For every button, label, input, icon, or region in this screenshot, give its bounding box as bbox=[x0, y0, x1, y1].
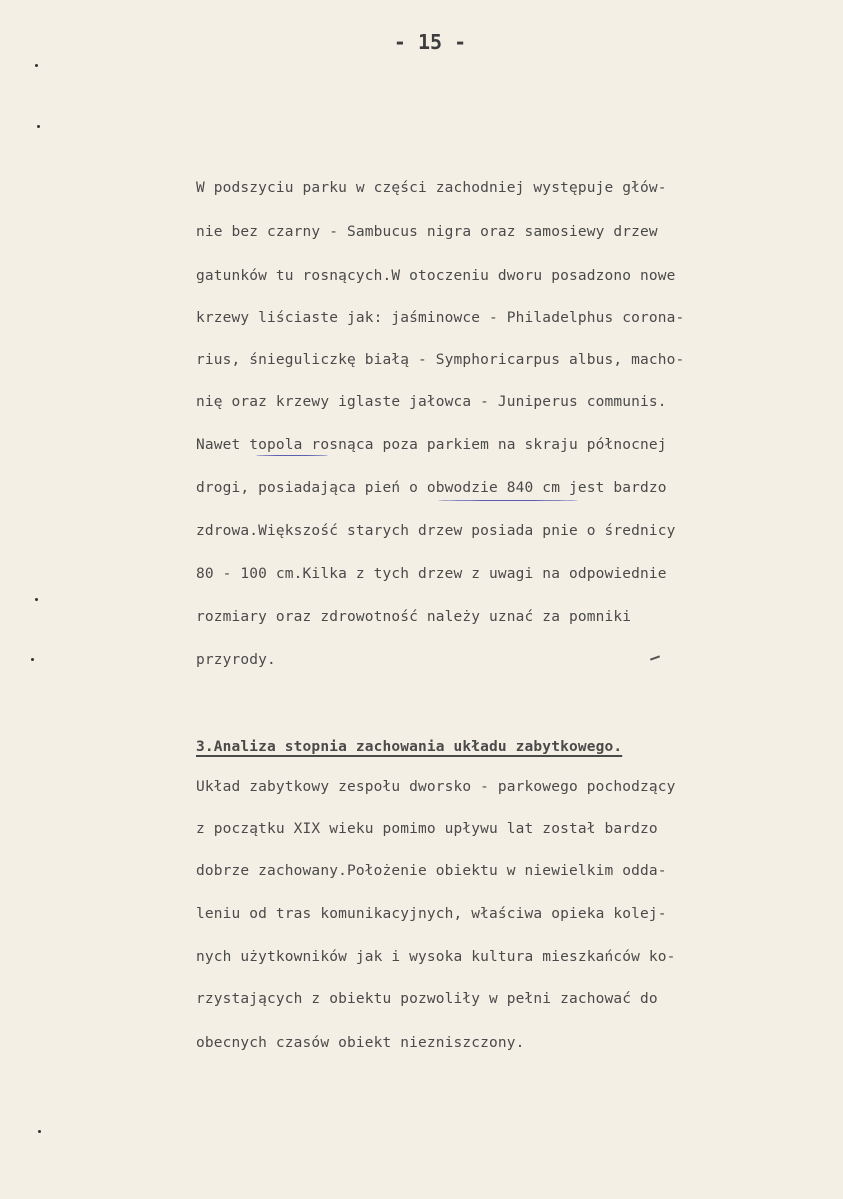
margin-dot bbox=[38, 1130, 41, 1133]
text-line: rzystających z obiektu pozwoliły w pełni zachować do bbox=[196, 991, 658, 1007]
text-line: Nawet topola rosnąca poza parkiem na skraju północnej bbox=[196, 437, 667, 453]
text-line: dobrze zachowany.Położenie obiektu w niewielkim odda- bbox=[196, 863, 667, 879]
margin-dot bbox=[35, 64, 38, 67]
text-line: nych użytkowników jak i wysoka kultura mieszkańców ko- bbox=[196, 949, 676, 965]
pen-underline bbox=[438, 500, 578, 501]
text-line: Układ zabytkowy zespołu dworsko - parkowego pochodzący bbox=[196, 779, 676, 795]
text-line: rozmiary oraz zdrowotność należy uznać za pomniki bbox=[196, 609, 632, 625]
text-line: W podszyciu parku w części zachodniej występuje głów- bbox=[196, 180, 667, 196]
text-line: leniu od tras komunikacyjnych, właściwa opieka kolej- bbox=[196, 906, 667, 922]
margin-dot bbox=[35, 598, 38, 601]
section-heading-block bbox=[196, 736, 776, 766]
text-line: krzewy liściaste jak: jaśminowce - Philadelphus corona- bbox=[196, 310, 685, 326]
margin-dot bbox=[37, 125, 40, 128]
text-line: obecnych czasów obiekt niezniszczony. bbox=[196, 1035, 525, 1051]
page-number: - 15 - bbox=[393, 30, 467, 54]
text-line: gatunków tu rosnących.W otoczeniu dworu posadzono nowe bbox=[196, 268, 676, 284]
text-line: 80 - 100 cm.Kilka z tych drzew z uwagi na odpowiednie bbox=[196, 566, 667, 582]
pen-underline bbox=[256, 455, 328, 456]
paragraph-2 bbox=[196, 776, 776, 1076]
text-line: zdrowa.Większość starych drzew posiada pnie o średnicy bbox=[196, 523, 676, 539]
text-line: drogi, posiadająca pień o obwodzie 840 cm jest bardzo bbox=[196, 480, 667, 496]
text-line: z początku XIX wieku pomimo upływu lat został bardzo bbox=[196, 821, 658, 837]
text-line: nię oraz krzewy iglaste jałowca - Juniperus communis. bbox=[196, 394, 667, 410]
text-line: rius, śnieguliczkę białą - Symphoricarpus albus, macho- bbox=[196, 352, 685, 368]
text-line: nie bez czarny - Sambucus nigra oraz samosiewy drzew bbox=[196, 224, 658, 240]
text-line: przyrody. bbox=[196, 652, 276, 668]
paragraph-1 bbox=[196, 177, 776, 677]
margin-dot bbox=[31, 658, 34, 661]
section-heading: 3.Analiza stopnia zachowania układu zabytkowego. bbox=[196, 739, 623, 755]
